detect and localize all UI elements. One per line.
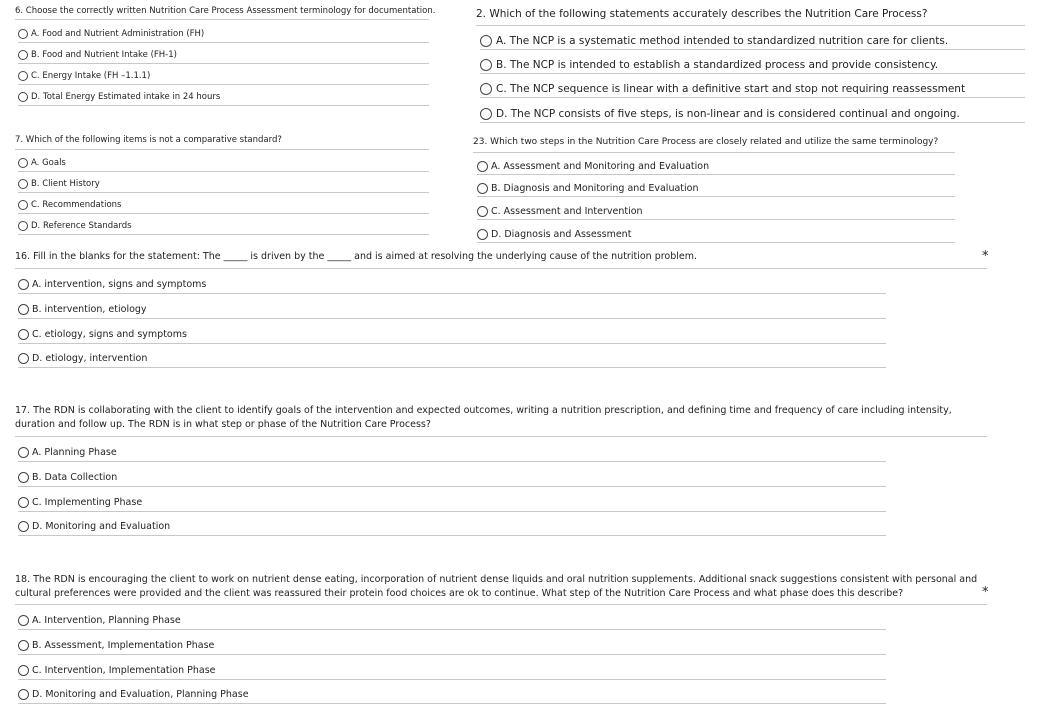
q17-option-c-radio[interactable]: [18, 497, 29, 508]
q17-option-c-label: C. Implementing Phase: [32, 497, 143, 508]
q16-option-d-radio[interactable]: [18, 353, 29, 364]
q16-option-d-label: D. etiology, intervention: [32, 353, 148, 364]
question-18-text: 18. The RDN is encouraging the client to work on nutrient dense eating, incorporation of nutrient dense liquids and oral nutrition supplements. Additional snack suggestions consistent with personal and cultural preferences were provided and the client was reassured their protein food choices are ok to continue. What step of the Nutrition Care Process and what phase does this describe?: [15, 574, 978, 599]
q2-option-d-radio[interactable]: [480, 108, 492, 120]
q23-option-c[interactable]: [477, 203, 955, 220]
q6-option-a-label: A. Food and Nutrient Administration (FH): [31, 29, 205, 39]
q7-option-d-radio[interactable]: [18, 221, 28, 231]
q17-option-d-label: D. Monitoring and Evaluation: [32, 521, 171, 532]
q23-option-b-label: B. Diagnosis and Monitoring and Evaluation: [491, 182, 699, 194]
question-2-divider: [476, 25, 1025, 26]
q16-option-c[interactable]: [18, 326, 886, 344]
q6-option-a[interactable]: [18, 26, 429, 43]
question-6-divider: [15, 19, 429, 20]
q7-option-c[interactable]: [18, 197, 429, 214]
q23-option-b[interactable]: [477, 180, 955, 197]
question-7-divider: [15, 149, 429, 150]
question-17-divider: [15, 436, 987, 437]
q17-option-c[interactable]: [18, 494, 886, 512]
q23-option-c-radio[interactable]: [477, 206, 488, 217]
q23-option-d-label: D. Diagnosis and Assessment: [491, 228, 632, 240]
q18-option-b[interactable]: [18, 637, 886, 655]
q17-option-b-radio[interactable]: [18, 472, 29, 483]
q7-option-d-label: D. Reference Standards: [31, 221, 132, 231]
q23-option-d[interactable]: [477, 226, 955, 243]
q7-option-b-label: B. Client History: [31, 179, 100, 189]
question-16-divider: [15, 268, 987, 269]
q6-option-a-radio[interactable]: [18, 29, 28, 39]
question-7-text: 7. Which of the following items is not a comparative standard?: [15, 135, 282, 145]
q2-option-d[interactable]: [480, 105, 1025, 123]
q16-option-a-label: A. intervention, signs and symptoms: [32, 279, 207, 290]
q16-option-a-radio[interactable]: [18, 279, 29, 290]
q16-required-asterisk: *: [982, 249, 989, 264]
q23-option-c-label: C. Assessment and Intervention: [491, 205, 643, 217]
q18-option-a[interactable]: [18, 612, 886, 630]
q2-option-c-radio[interactable]: [480, 83, 492, 95]
q16-option-c-radio[interactable]: [18, 329, 29, 340]
q18-option-b-label: B. Assessment, Implementation Phase: [32, 640, 215, 651]
q6-option-b[interactable]: [18, 47, 429, 64]
q2-option-b-radio[interactable]: [480, 59, 492, 71]
q7-option-d[interactable]: [18, 218, 429, 235]
question-23-text: 23. Which two steps in the Nutrition Care Process are closely related and utilize the same terminology?: [473, 137, 939, 147]
q16-option-b[interactable]: [18, 301, 886, 319]
q18-option-b-radio[interactable]: [18, 640, 29, 651]
q16-option-a[interactable]: [18, 276, 886, 294]
q6-option-d-radio[interactable]: [18, 92, 28, 102]
q6-option-b-label: B. Food and Nutrient Intake (FH-1): [31, 50, 177, 60]
q16-option-c-label: C. etiology, signs and symptoms: [32, 329, 187, 340]
q18-option-d[interactable]: [18, 686, 886, 704]
q17-option-b-label: B. Data Collection: [32, 472, 118, 483]
q16-option-d[interactable]: [18, 350, 886, 368]
q18-option-c-radio[interactable]: [18, 665, 29, 676]
q17-option-a[interactable]: [18, 444, 886, 462]
q23-option-d-radio[interactable]: [477, 229, 488, 240]
q18-option-d-label: D. Monitoring and Evaluation, Planning Phase: [32, 689, 249, 700]
q7-option-a-radio[interactable]: [18, 158, 28, 168]
q6-option-c-label: C. Energy Intake (FH –1.1.1): [31, 71, 151, 81]
q7-option-a[interactable]: [18, 155, 429, 172]
q7-option-a-label: A. Goals: [31, 158, 66, 168]
q18-option-c[interactable]: [18, 662, 886, 680]
q7-option-b-radio[interactable]: [18, 179, 28, 189]
q18-option-c-label: C. Intervention, Implementation Phase: [32, 665, 216, 676]
question-23-divider: [473, 152, 955, 153]
q23-option-b-radio[interactable]: [477, 183, 488, 194]
q6-option-b-radio[interactable]: [18, 50, 28, 60]
q17-option-a-radio[interactable]: [18, 447, 29, 458]
q2-option-d-label: D. The NCP consists of five steps, is non-linear and is considered continual and ongoing.: [496, 107, 960, 120]
q6-option-d[interactable]: [18, 89, 429, 106]
q2-option-c[interactable]: [480, 80, 1025, 98]
q17-option-a-label: A. Planning Phase: [32, 447, 117, 458]
q2-option-a-radio[interactable]: [480, 35, 492, 47]
q17-option-d[interactable]: [18, 518, 886, 536]
q7-option-b[interactable]: [18, 176, 429, 193]
q2-option-b-label: B. The NCP is intended to establish a standardized process and provide consistency.: [496, 58, 939, 71]
question-18-divider: [15, 604, 987, 605]
q16-option-b-label: B. intervention, etiology: [32, 304, 147, 315]
q23-option-a-radio[interactable]: [477, 161, 488, 172]
q16-option-b-radio[interactable]: [18, 304, 29, 315]
q18-required-asterisk: *: [982, 585, 989, 600]
q7-option-c-label: C. Recommendations: [31, 200, 122, 210]
question-6-text: 6. Choose the correctly written Nutrition Care Process Assessment terminology for documentation.: [15, 6, 436, 16]
q17-option-d-radio[interactable]: [18, 521, 29, 532]
q6-option-d-label: D. Total Energy Estimated intake in 24 hours: [31, 92, 221, 102]
q2-option-b[interactable]: [480, 56, 1025, 74]
question-17-text: 17. The RDN is collaborating with the client to identify goals of the intervention and expected outcomes, writing a nutrition prescription, and defining time and frequency of care including intensity, duration and follow up. The RDN is in what step or phase of the Nutrition Care Process?: [15, 405, 952, 430]
q23-option-a-label: A. Assessment and Monitoring and Evaluation: [491, 160, 710, 172]
q17-option-b[interactable]: [18, 469, 886, 487]
q6-option-c[interactable]: [18, 68, 429, 85]
q7-option-c-radio[interactable]: [18, 200, 28, 210]
q18-option-d-radio[interactable]: [18, 689, 29, 700]
question-16-text: 16. Fill in the blanks for the statement: The _____ is driven by the _____ and is aimed at resolving the underlying cause of the nutrition problem.: [15, 251, 698, 262]
q2-option-a-label: A. The NCP is a systematic method intended to standardized nutrition care for clients.: [496, 34, 949, 47]
q2-option-c-label: C. The NCP sequence is linear with a definitive start and stop not requiring reassessment: [496, 82, 966, 95]
q18-option-a-label: A. Intervention, Planning Phase: [32, 615, 181, 626]
q6-option-c-radio[interactable]: [18, 71, 28, 81]
q23-option-a[interactable]: [477, 158, 955, 175]
q2-option-a[interactable]: [480, 32, 1025, 50]
question-2-text: 2. Which of the following statements accurately describes the Nutrition Care Process?: [476, 8, 928, 20]
q18-option-a-radio[interactable]: [18, 615, 29, 626]
